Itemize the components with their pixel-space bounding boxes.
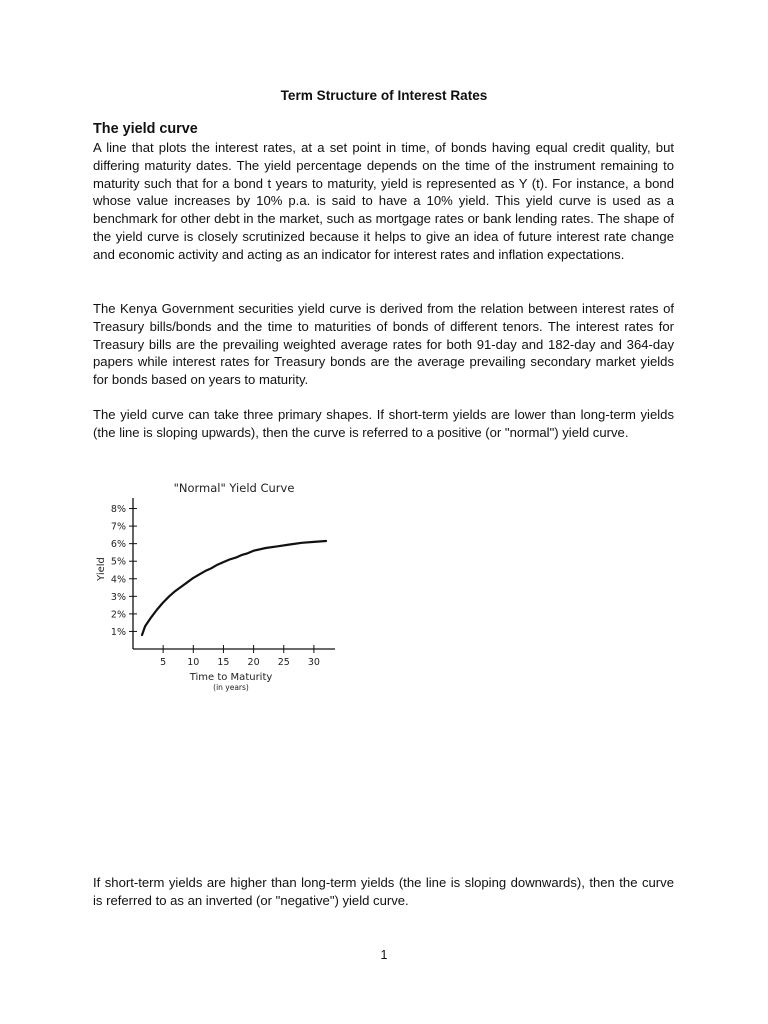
page-number: 1: [380, 948, 388, 962]
paragraph-normal-curve: The yield curve can take three primary shapes. If short-term yields are lower than long-term yields (the line is sloping upwards), then the curve is referred to a positive (or "normal") yield curve.: [93, 407, 674, 440]
y-tick-label: 7%: [110, 521, 126, 533]
chart-title: "Normal" Yield Curve: [173, 481, 295, 495]
y-axis-label: Yield: [96, 557, 107, 581]
x-tick-label: 10: [187, 657, 200, 668]
y-tick-label: 8%: [110, 504, 126, 516]
y-tick-label: 6%: [110, 539, 126, 551]
y-tick-label: 5%: [110, 556, 126, 568]
x-tick-label: 25: [277, 657, 290, 668]
y-tick-label: 2%: [110, 609, 126, 621]
paragraph-kenya-curve: The Kenya Government securities yield curve is derived from the relation between interest rates of Treasury bills/bonds and the time to maturities of bonds of different tenors. The interest rates for Treasury bills are the prevailing weighted average rates for both 91-day and 182-day and 364-day papers while interest rates for Treasury bonds are the average prevailing secondary market yields for bonds based on years to maturity.: [93, 301, 674, 388]
paragraph-inverted-curve: If short-term yields are higher than long-term yields (the line is sloping downwards), then the curve is referred to as an inverted (or "negative") yield curve.: [93, 875, 674, 908]
x-tick-label: 30: [307, 657, 320, 668]
section-heading: The yield curve: [93, 121, 198, 137]
x-axis-sublabel: (in years): [213, 683, 249, 692]
y-tick-label: 1%: [110, 626, 126, 638]
yield-curve-line: [142, 541, 326, 635]
x-axis-label: Time to Maturity: [189, 672, 273, 683]
x-tick-label: 5: [160, 657, 167, 668]
x-tick-label: 15: [217, 657, 230, 668]
x-tick-label: 20: [247, 657, 260, 668]
yield-curve-chart: [85, 474, 350, 700]
page-title: Term Structure of Interest Rates: [280, 88, 488, 103]
y-tick-label: 4%: [110, 574, 126, 586]
paragraph-definition: A line that plots the interest rates, at a set point in time, of bonds having equal credit quality, but differing maturity dates. The yield percentage depends on the time of the instrument remaining to maturity such that for a bond t years to maturity, yield is represented as Y (t). For instance, a bond whose value increases by 10% p.a. is said to have a 10% yield. This yield curve is used as a benchmark for other debt in the market, such as mortgage rates or bank lending rates. The shape of the yield curve is closely scrutinized because it helps to give an idea of future interest rate change and economic activity and acting as an indicator for interest rates and inflation expectations.: [93, 140, 674, 262]
y-tick-label: 3%: [110, 591, 126, 603]
